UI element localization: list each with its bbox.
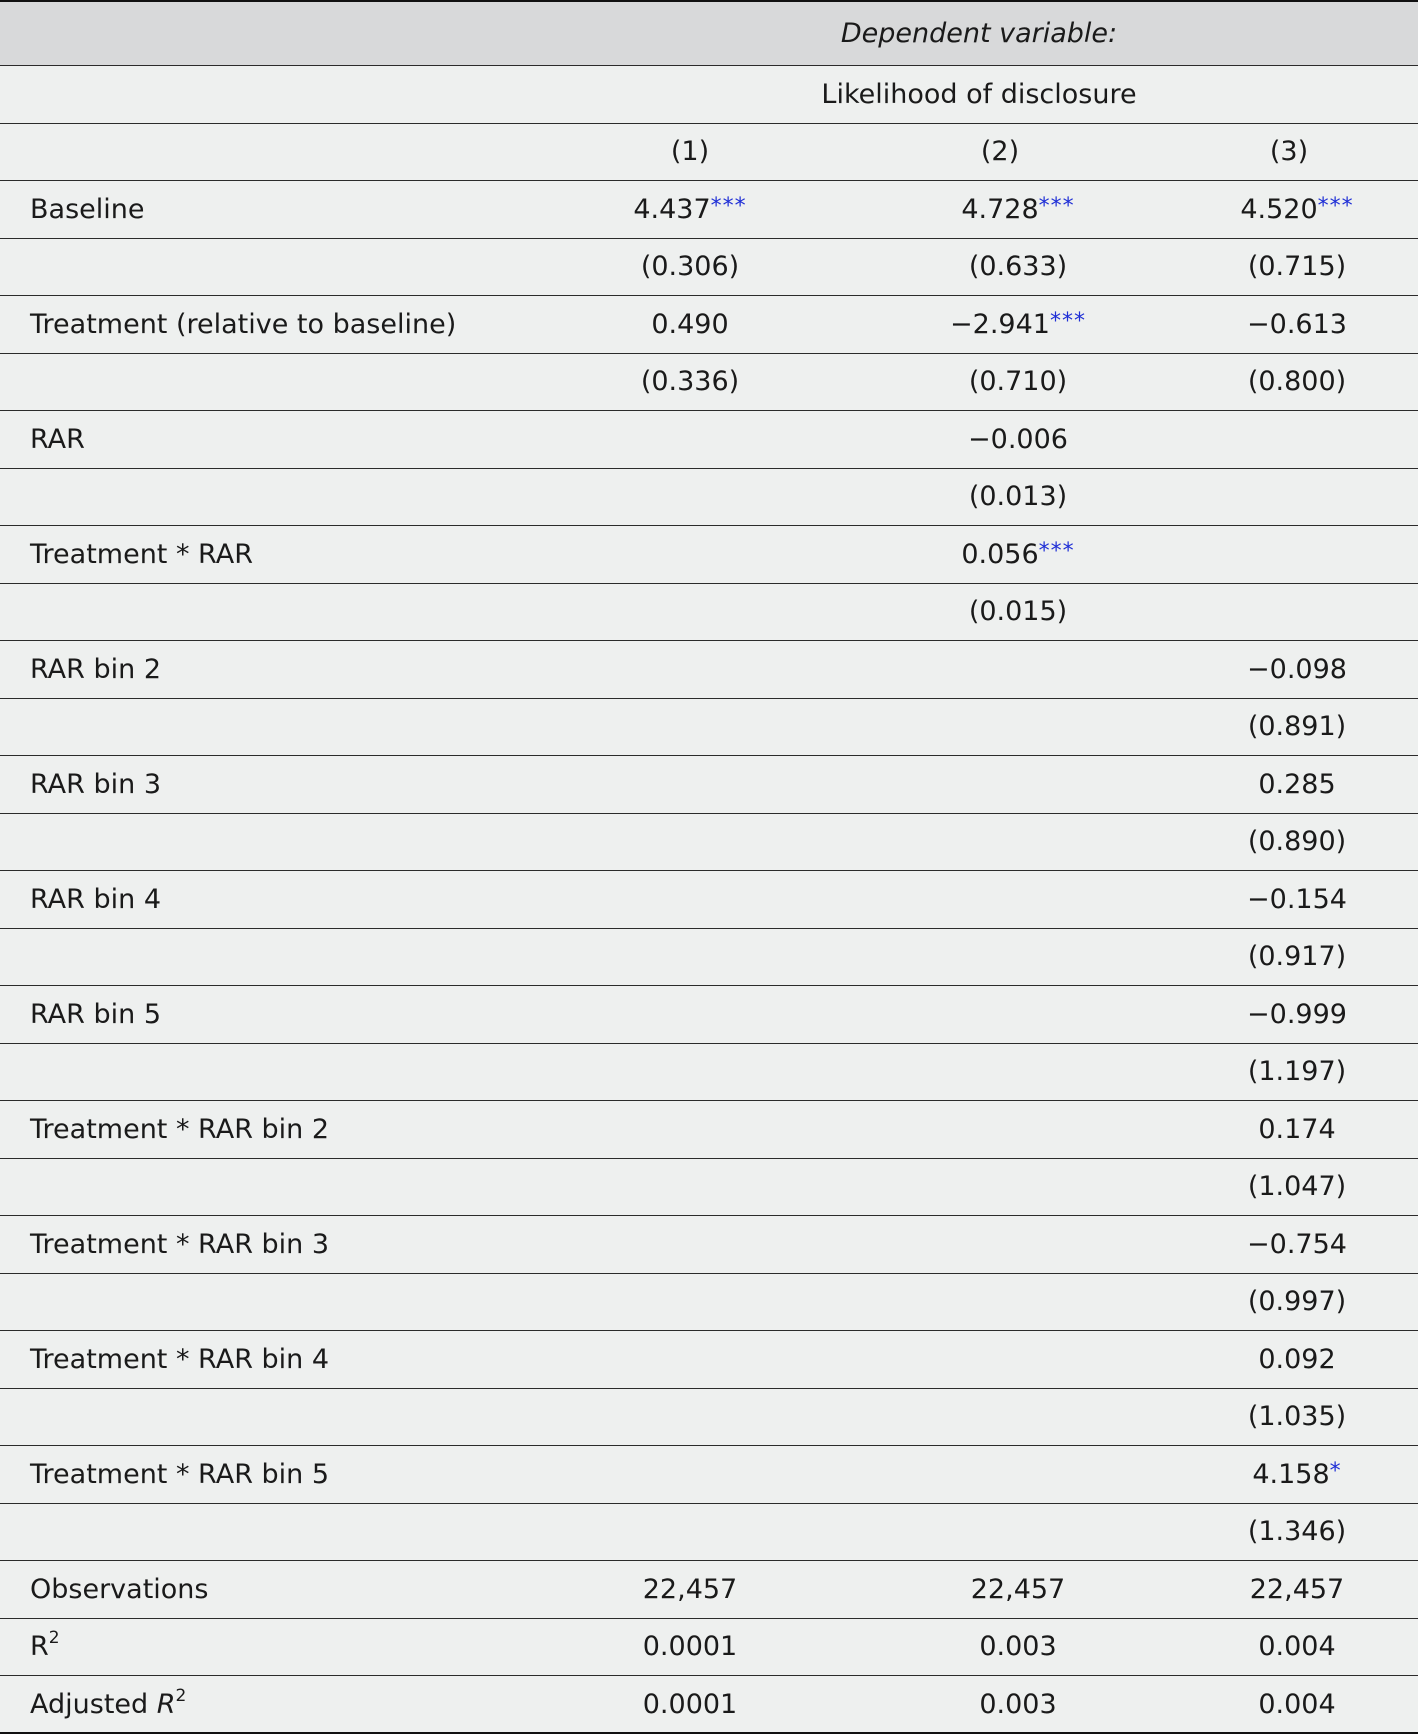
column-3-cell <box>1160 1503 1418 1561</box>
column-1-cell <box>540 986 840 1044</box>
cell-number: 4.728 <box>961 193 1039 225</box>
column-1-cell <box>540 181 840 239</box>
coefficient-value <box>1202 1229 1392 1260</box>
row-label-empty <box>0 1158 540 1216</box>
coefficient-row <box>0 411 1418 469</box>
cell-number: −0.098 <box>1247 653 1347 685</box>
coefficient-value <box>948 424 1088 455</box>
standard-error-value <box>948 366 1088 397</box>
standard-error-value <box>1202 366 1392 397</box>
cell-number: (0.306) <box>640 251 740 283</box>
row-label-empty <box>0 238 540 296</box>
r-squared-label-sup: 2 <box>48 1628 60 1649</box>
standard-error-row <box>0 1503 1418 1561</box>
row-label-empty <box>0 813 540 871</box>
column-2-cell <box>840 1446 1160 1504</box>
dependent-variable-row <box>0 1 1418 66</box>
cell-number: 0.174 <box>1258 1113 1336 1145</box>
column-number-row <box>0 123 1418 181</box>
column-3-cell <box>1160 1388 1418 1446</box>
significance-stars: *** <box>1049 308 1086 334</box>
column-header-2: (2) <box>840 123 1160 181</box>
coefficient-value <box>1202 999 1392 1030</box>
column-3-cell <box>1160 353 1418 411</box>
coefficient-value <box>1202 769 1392 800</box>
column-1-cell <box>540 813 840 871</box>
cell-number: (0.710) <box>968 366 1068 398</box>
significance-stars: * <box>1329 1458 1342 1484</box>
cell-number: 0.490 <box>651 308 729 340</box>
dependent-variable-name-row <box>0 66 1418 124</box>
coefficient-value <box>1202 1114 1392 1145</box>
row-label: Treatment * RAR bin 4 <box>0 1331 540 1389</box>
column-1-cell <box>540 756 840 814</box>
cell-number: (0.997) <box>1247 1286 1347 1318</box>
column-2-cell <box>840 526 1160 584</box>
coefficient-value <box>590 194 790 225</box>
coefficient-value <box>1202 1344 1392 1375</box>
observations-value-3 <box>1160 1561 1418 1619</box>
coefficient-value <box>1202 309 1392 340</box>
coefficient-value <box>1202 884 1392 915</box>
column-3-cell <box>1160 813 1418 871</box>
standard-error-value <box>1202 251 1392 282</box>
column-3-cell <box>1160 928 1418 986</box>
coefficient-value <box>948 194 1088 225</box>
coefficient-row <box>0 986 1418 1044</box>
coefficient-row <box>0 641 1418 699</box>
column-1-cell <box>540 1216 840 1274</box>
column-1-cell <box>540 1043 840 1101</box>
column-2-cell <box>840 1273 1160 1331</box>
row-label: Treatment * RAR bin 2 <box>0 1101 540 1159</box>
column-2-cell <box>840 353 1160 411</box>
cell-number: 4.437 <box>633 193 711 225</box>
coefficient-value <box>948 539 1088 570</box>
coefficient-row <box>0 871 1418 929</box>
column-2-cell <box>840 986 1160 1044</box>
standard-error-row <box>0 1158 1418 1216</box>
header-blank-cell <box>0 66 540 124</box>
row-label-empty <box>0 1503 540 1561</box>
column-3-cell <box>1160 986 1418 1044</box>
row-label-empty <box>0 1273 540 1331</box>
row-label: RAR bin 5 <box>0 986 540 1044</box>
column-2-cell <box>840 1101 1160 1159</box>
column-1-cell <box>540 1101 840 1159</box>
column-1-cell <box>540 1273 840 1331</box>
column-1-cell <box>540 238 840 296</box>
cell-number: (1.197) <box>1247 1056 1347 1088</box>
column-2-cell <box>840 641 1160 699</box>
standard-error-value <box>590 366 790 397</box>
column-2-cell <box>840 1331 1160 1389</box>
cell-number: −0.999 <box>1247 998 1347 1030</box>
r-squared-value-2 <box>840 1618 1160 1676</box>
standard-error-value <box>590 251 790 282</box>
significance-stars: *** <box>1317 193 1354 219</box>
coefficient-value <box>1202 194 1392 225</box>
cell-number: (1.047) <box>1247 1171 1347 1203</box>
r-squared-number-1: 0.0001 <box>642 1631 738 1663</box>
column-3-cell <box>1160 468 1418 526</box>
r-squared-value-1 <box>540 1618 840 1676</box>
significance-stars: *** <box>1038 193 1075 219</box>
column-3-cell <box>1160 756 1418 814</box>
standard-error-row <box>0 698 1418 756</box>
cell-number: −0.154 <box>1247 883 1347 915</box>
column-3-cell <box>1160 871 1418 929</box>
observations-value-1 <box>540 1561 840 1619</box>
column-2-cell <box>840 813 1160 871</box>
adjusted-r-squared-italic: R <box>156 1688 176 1720</box>
column-2-cell <box>840 1216 1160 1274</box>
adjusted-r-squared-prefix: Adjusted <box>30 1688 157 1720</box>
coefficient-value <box>1202 1459 1392 1490</box>
standard-error-row <box>0 353 1418 411</box>
cell-number: (0.891) <box>1247 711 1347 743</box>
column-2-cell <box>840 468 1160 526</box>
cell-number: (0.015) <box>968 596 1068 628</box>
column-3-cell <box>1160 583 1418 641</box>
coefficient-value <box>590 309 790 340</box>
column-1-cell <box>540 468 840 526</box>
coefficient-row <box>0 526 1418 584</box>
coefficient-row <box>0 1331 1418 1389</box>
coefficient-row <box>0 1101 1418 1159</box>
row-label-empty <box>0 698 540 756</box>
standard-error-row <box>0 1388 1418 1446</box>
r-squared-number-2: 0.003 <box>979 1631 1057 1663</box>
column-2-cell <box>840 698 1160 756</box>
cell-number: 0.285 <box>1258 768 1336 800</box>
row-label: Treatment * RAR bin 5 <box>0 1446 540 1504</box>
standard-error-row <box>0 813 1418 871</box>
standard-error-value <box>1202 941 1392 972</box>
column-1-cell <box>540 1388 840 1446</box>
column-2-cell <box>840 1503 1160 1561</box>
column-2-cell <box>840 583 1160 641</box>
observations-row <box>0 1561 1418 1619</box>
observations-value-2 <box>840 1561 1160 1619</box>
row-label-empty <box>0 468 540 526</box>
row-label-empty <box>0 928 540 986</box>
adjusted-r-squared-value-1 <box>540 1676 840 1734</box>
column-3-cell <box>1160 238 1418 296</box>
column-3-cell <box>1160 641 1418 699</box>
standard-error-value <box>1202 826 1392 857</box>
coefficient-row <box>0 1216 1418 1274</box>
r-squared-row <box>0 1618 1418 1676</box>
cell-number: (0.013) <box>968 481 1068 513</box>
column-2-cell <box>840 928 1160 986</box>
column-2-cell <box>840 756 1160 814</box>
column-3-cell <box>1160 1216 1418 1274</box>
column-1-cell <box>540 1331 840 1389</box>
adjusted-r-squared-value-2 <box>840 1676 1160 1734</box>
column-1-cell <box>540 698 840 756</box>
standard-error-value <box>1202 1401 1392 1432</box>
column-1-cell <box>540 641 840 699</box>
standard-error-value <box>948 596 1088 627</box>
row-label: Treatment * RAR <box>0 526 540 584</box>
significance-stars: *** <box>710 193 747 219</box>
standard-error-row <box>0 583 1418 641</box>
column-1-cell <box>540 583 840 641</box>
cell-number: −0.006 <box>968 423 1068 455</box>
column-1-cell <box>540 928 840 986</box>
column-3-cell <box>1160 411 1418 469</box>
dependent-variable-name: Likelihood of disclosure <box>540 66 1418 124</box>
column-header-1: (1) <box>540 123 840 181</box>
adjusted-r-squared-number-1: 0.0001 <box>642 1688 738 1720</box>
column-header-3: (3) <box>1160 123 1418 181</box>
row-label: RAR bin 3 <box>0 756 540 814</box>
cell-number: 4.158 <box>1252 1458 1330 1490</box>
standard-error-row <box>0 1043 1418 1101</box>
observations-number-2: 22,457 <box>970 1573 1066 1605</box>
column-3-cell <box>1160 698 1418 756</box>
dependent-variable-label: Dependent variable: <box>540 1 1418 66</box>
column-1-cell <box>540 1503 840 1561</box>
column-3-cell <box>1160 1273 1418 1331</box>
row-label-empty <box>0 1043 540 1101</box>
adjusted-r-squared-number-2: 0.003 <box>979 1688 1057 1720</box>
r-squared-value-3 <box>1160 1618 1418 1676</box>
adjusted-r-squared-number-3: 0.004 <box>1258 1688 1336 1720</box>
coefficient-row <box>0 181 1418 239</box>
observations-label: Observations <box>0 1561 540 1619</box>
significance-stars: *** <box>1038 538 1075 564</box>
row-label-empty <box>0 583 540 641</box>
observations-number-3: 22,457 <box>1249 1573 1345 1605</box>
coefficient-value <box>948 309 1088 340</box>
standard-error-value <box>1202 1056 1392 1087</box>
coefficient-row <box>0 1446 1418 1504</box>
standard-error-row <box>0 1273 1418 1331</box>
r-squared-label <box>0 1618 540 1676</box>
row-label: Baseline <box>0 181 540 239</box>
standard-error-value <box>1202 711 1392 742</box>
row-label: RAR bin 2 <box>0 641 540 699</box>
column-1-cell <box>540 353 840 411</box>
column-2-cell <box>840 1388 1160 1446</box>
regression-table-body <box>0 1 1418 1733</box>
column-1-cell <box>540 411 840 469</box>
standard-error-value <box>1202 1286 1392 1317</box>
standard-error-value <box>948 251 1088 282</box>
adjusted-r-squared-label <box>0 1676 540 1734</box>
column-1-cell <box>540 1446 840 1504</box>
coefficient-value <box>1202 654 1392 685</box>
column-3-cell <box>1160 181 1418 239</box>
standard-error-row <box>0 468 1418 526</box>
coefficient-row <box>0 756 1418 814</box>
column-3-cell <box>1160 1446 1418 1504</box>
column-3-cell <box>1160 1101 1418 1159</box>
cell-number: (0.800) <box>1247 366 1347 398</box>
standard-error-value <box>1202 1516 1392 1547</box>
cell-number: (0.890) <box>1247 826 1347 858</box>
column-2-cell <box>840 296 1160 354</box>
row-label: Treatment (relative to baseline) <box>0 296 540 354</box>
cell-number: 0.092 <box>1258 1343 1336 1375</box>
cell-number: (1.035) <box>1247 1401 1347 1433</box>
observations-number-1: 22,457 <box>642 1573 738 1605</box>
row-label: RAR <box>0 411 540 469</box>
column-1-cell <box>540 871 840 929</box>
cell-number: −0.613 <box>1247 308 1347 340</box>
r-squared-number-3: 0.004 <box>1258 1631 1336 1663</box>
cell-number: (0.633) <box>968 251 1068 283</box>
row-label-empty <box>0 353 540 411</box>
header-blank-cell <box>0 1 540 66</box>
cell-number: −2.941 <box>950 308 1050 340</box>
column-2-cell <box>840 1158 1160 1216</box>
row-label: RAR bin 4 <box>0 871 540 929</box>
coefficient-row <box>0 296 1418 354</box>
standard-error-value <box>948 481 1088 512</box>
column-3-cell <box>1160 1043 1418 1101</box>
column-1-cell <box>540 1158 840 1216</box>
header-blank-cell <box>0 123 540 181</box>
column-3-cell <box>1160 526 1418 584</box>
cell-number: 0.056 <box>961 538 1039 570</box>
cell-number: (1.346) <box>1247 1516 1347 1548</box>
column-2-cell <box>840 238 1160 296</box>
column-1-cell <box>540 526 840 584</box>
column-3-cell <box>1160 296 1418 354</box>
column-2-cell <box>840 411 1160 469</box>
column-2-cell <box>840 1043 1160 1101</box>
adjusted-r-squared-row <box>0 1676 1418 1734</box>
row-label-empty <box>0 1388 540 1446</box>
column-3-cell <box>1160 1158 1418 1216</box>
adjusted-r-squared-value-3 <box>1160 1676 1418 1734</box>
cell-number: 4.520 <box>1240 193 1318 225</box>
standard-error-value <box>1202 1171 1392 1202</box>
r-squared-label-base: R <box>30 1631 49 1663</box>
column-1-cell <box>540 296 840 354</box>
standard-error-row <box>0 928 1418 986</box>
cell-number: (0.715) <box>1247 251 1347 283</box>
standard-error-row <box>0 238 1418 296</box>
cell-number: −0.754 <box>1247 1228 1347 1260</box>
adjusted-r-squared-sup: 2 <box>175 1685 187 1706</box>
column-3-cell <box>1160 1331 1418 1389</box>
cell-number: (0.336) <box>640 366 740 398</box>
column-2-cell <box>840 871 1160 929</box>
row-label: Treatment * RAR bin 3 <box>0 1216 540 1274</box>
column-2-cell <box>840 181 1160 239</box>
cell-number: (0.917) <box>1247 941 1347 973</box>
